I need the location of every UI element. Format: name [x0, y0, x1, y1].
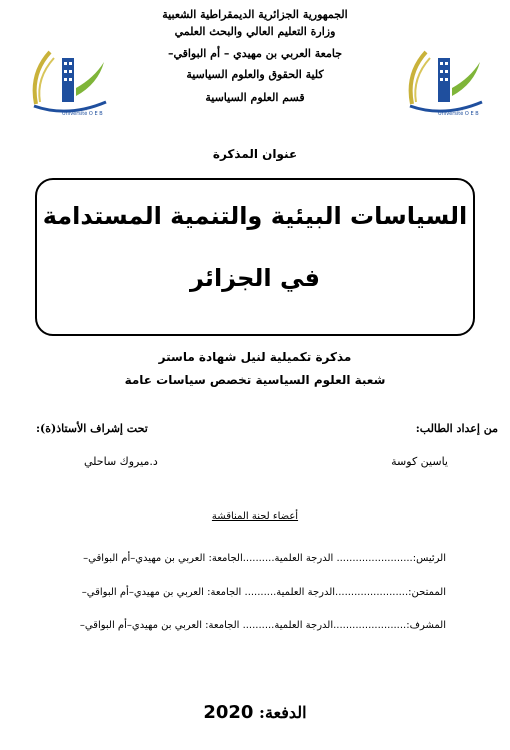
header-line-faculty: كلية الحقوق والعلوم السياسية [186, 68, 324, 81]
thesis-title-line1: السياسات البيئية والتنمية المستدامة [42, 202, 468, 230]
memo-title-label: عنوان المذكرة [212, 147, 298, 161]
university-logo-left [28, 44, 108, 119]
thesis-title-line2: في الجزائر [190, 264, 320, 292]
header-line-department: قسم العلوم السياسية [205, 91, 305, 104]
year-label: الدفعة: [259, 703, 307, 722]
supervisor-name: د.ميروك ساحلي [84, 455, 158, 468]
logo-caption-left: Université O E B [62, 111, 103, 117]
jury-row-examiner: الممتحن:.......................الدرجة العلمية.......... الجامعة: العربي بن مهيدي–أم البواقي– [81, 587, 446, 598]
jury-title: أعضاء لجنة المناقشة [211, 511, 299, 522]
jury-row-supervisor: المشرف:.......................الدرجة العلمية.......... الجامعة: العربي بن مهيدي–أم البواقي– [79, 620, 446, 631]
graduation-year [0, 702, 510, 723]
title-box [35, 178, 475, 336]
year-value: 2020 [203, 702, 254, 723]
university-logo-right [404, 44, 484, 119]
header-line-republic: الجمهورية الجزائرية الديمقراطية الشعبية [162, 8, 348, 21]
degree-subtitle: مذكرة تكميلية لنيل شهادة ماستر [158, 350, 352, 364]
specialty-subtitle: شعبة العلوم السياسية تخصص سياسات عامة [124, 373, 386, 387]
logo-caption-right: Université O E B [438, 111, 479, 117]
student-label: من إعداد الطالب: [415, 422, 498, 435]
supervisor-label: تحت إشراف الأستاذ(ة): [36, 422, 148, 435]
header-line-ministry: وزارة التعليم العالي والبحث العلمي [174, 25, 336, 38]
header-line-university: جامعة العربي بن مهيدي – أم البواقي– [167, 47, 343, 60]
jury-row-president: الرئيس:........................ الدرجة العلمية..........الجامعة: العربي بن مهيدي–أم البواقي– [83, 553, 446, 564]
student-name: ياسين كوسة [391, 455, 448, 468]
